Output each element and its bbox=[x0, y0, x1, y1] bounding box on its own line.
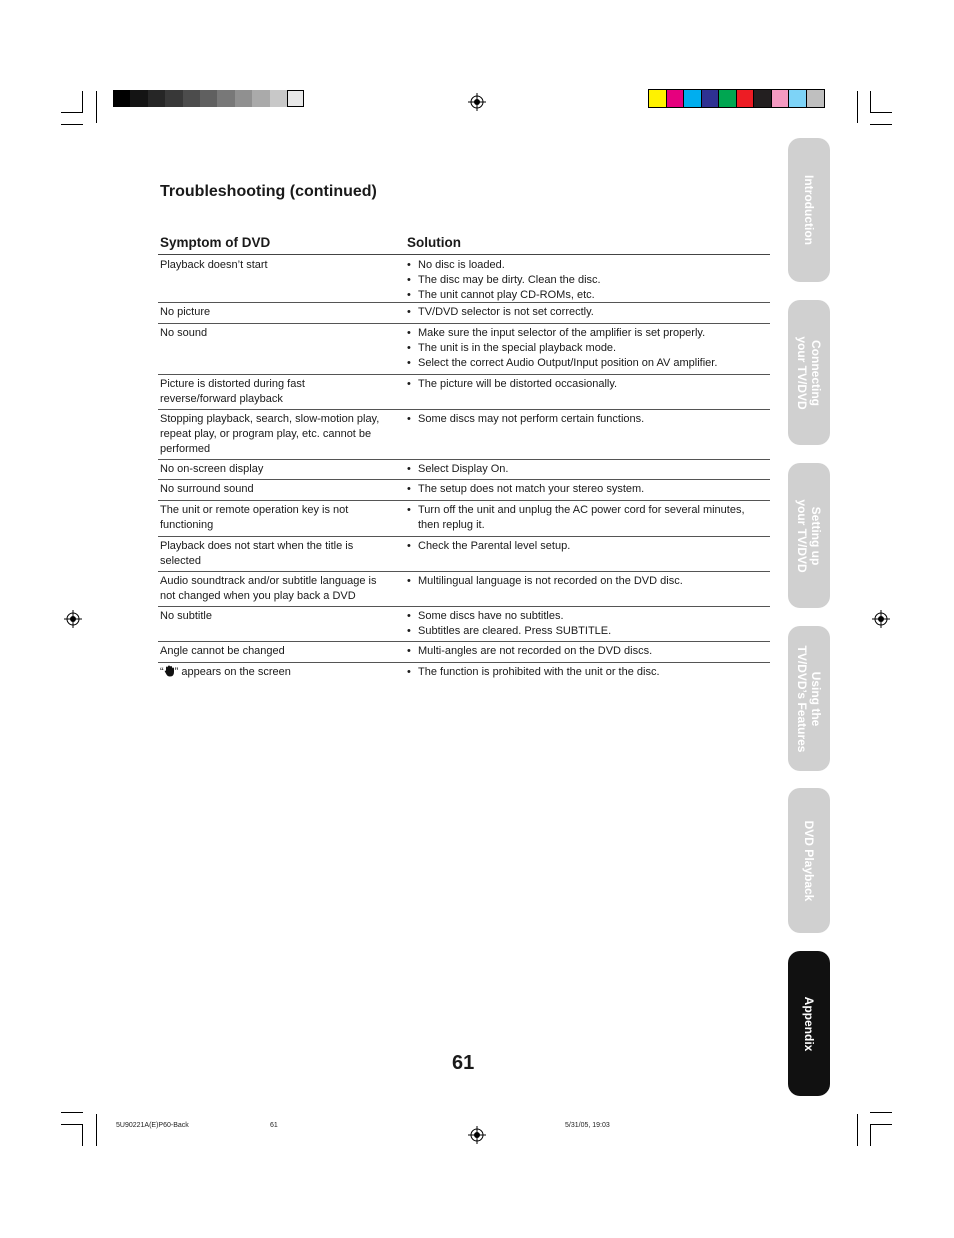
side-tab-label: Setting up your TV/DVD bbox=[795, 498, 823, 573]
symptom-cell: Stopping playback, search, slow-motion play, repeat play, or program play, etc. cannot be performed bbox=[160, 413, 380, 455]
crop-mark bbox=[61, 1112, 83, 1113]
solution-item: • TV/DVD selector is not set correctly. bbox=[407, 305, 757, 320]
symptom-cell: No on-screen display bbox=[160, 463, 264, 475]
gray-swatch bbox=[165, 90, 182, 107]
solution-item: • The unit is in the special playback mode. bbox=[407, 341, 757, 356]
color-swatch bbox=[667, 90, 685, 107]
gray-swatch bbox=[200, 90, 217, 107]
side-tab-dvd-playback[interactable] bbox=[788, 788, 830, 933]
crop-mark bbox=[857, 91, 858, 123]
symptom-cell: No picture bbox=[160, 306, 211, 318]
crop-mark bbox=[870, 112, 892, 113]
solution-item: • Make sure the input selector of the amplifier is set properly. bbox=[407, 326, 757, 341]
symptom-cell: The unit or remote operation key is not functioning bbox=[160, 504, 349, 531]
solution-item: • Select the correct Audio Output/Input position on AV amplifier. bbox=[407, 356, 757, 371]
crop-mark bbox=[61, 112, 83, 113]
color-swatch bbox=[702, 90, 720, 107]
crop-mark bbox=[857, 1114, 858, 1146]
registration-mark-icon bbox=[468, 93, 486, 111]
solution-cell bbox=[407, 609, 757, 639]
solution-column-header: Solution bbox=[407, 235, 461, 250]
solution-cell bbox=[407, 305, 757, 320]
table-row bbox=[158, 572, 770, 607]
table-row bbox=[158, 501, 770, 537]
symptom-cell bbox=[160, 665, 380, 680]
page-number: 61 bbox=[452, 1052, 475, 1074]
side-tab-setting-up-your-tv-dvd[interactable] bbox=[788, 463, 830, 608]
crop-mark bbox=[82, 91, 83, 113]
crop-mark bbox=[870, 1124, 892, 1125]
color-swatch bbox=[754, 90, 772, 107]
table-row bbox=[158, 642, 770, 663]
crop-mark bbox=[96, 91, 97, 123]
side-tab-label: Appendix bbox=[802, 996, 816, 1051]
gray-swatch bbox=[130, 90, 147, 107]
solution-item: • The function is prohibited with the unit or the disc. bbox=[407, 665, 757, 680]
side-tab-label: Using the TV/DVD’s Features bbox=[795, 645, 823, 752]
footer-date: 5/31/05, 19:03 bbox=[565, 1122, 610, 1129]
solution-item: • The setup does not match your stereo system. bbox=[407, 482, 757, 497]
side-tab-label: Introduction bbox=[802, 175, 816, 245]
color-swatch bbox=[737, 90, 755, 107]
crop-mark bbox=[61, 1124, 83, 1125]
symptom-cell: Playback doesn’t start bbox=[160, 259, 268, 271]
gray-swatch bbox=[270, 90, 287, 107]
color-swatch bbox=[807, 90, 825, 107]
symptom-cell: No sound bbox=[160, 327, 208, 339]
solution-item: • Some discs have no subtitles. bbox=[407, 609, 757, 624]
solution-cell bbox=[407, 482, 757, 497]
color-swatch bbox=[684, 90, 702, 107]
side-tab-using-the-tv-dvd-s-features[interactable] bbox=[788, 626, 830, 771]
crop-mark bbox=[82, 1124, 83, 1146]
color-swatch bbox=[719, 90, 737, 107]
solution-cell bbox=[407, 665, 757, 680]
solution-cell bbox=[407, 503, 757, 533]
symptom-text: ” appears on the screen bbox=[174, 666, 291, 678]
solution-cell bbox=[407, 462, 757, 477]
table-row bbox=[158, 480, 770, 501]
crop-mark bbox=[870, 124, 892, 125]
footer-page: 61 bbox=[270, 1122, 278, 1129]
table-row bbox=[158, 303, 770, 324]
table-row bbox=[158, 607, 770, 642]
solution-item: • Multi-angles are not recorded on the DVD discs. bbox=[407, 644, 757, 659]
symptom-cell: Angle cannot be changed bbox=[160, 645, 285, 657]
symptom-cell: No subtitle bbox=[160, 610, 212, 622]
side-tab-introduction[interactable] bbox=[788, 138, 830, 282]
table-row bbox=[158, 375, 770, 410]
solution-cell bbox=[407, 539, 757, 554]
symptom-text: “ bbox=[160, 666, 164, 678]
gray-swatch bbox=[113, 90, 130, 107]
symptom-cell: No surround sound bbox=[160, 483, 254, 495]
table-row bbox=[158, 663, 770, 685]
color-swatch bbox=[789, 90, 807, 107]
solution-item: • The disc may be dirty. Clean the disc. bbox=[407, 273, 757, 288]
table-row bbox=[158, 256, 770, 303]
solution-cell bbox=[407, 412, 757, 427]
crop-mark bbox=[870, 91, 871, 113]
gray-swatch bbox=[148, 90, 165, 107]
gray-swatch bbox=[252, 90, 269, 107]
solution-cell bbox=[407, 258, 757, 303]
section-title: Troubleshooting (continued) bbox=[160, 183, 377, 200]
solution-item: • Subtitles are cleared. Press SUBTITLE. bbox=[407, 624, 757, 639]
solution-cell bbox=[407, 644, 757, 659]
solution-item: • No disc is loaded. bbox=[407, 258, 757, 273]
color-swatch bbox=[649, 90, 667, 107]
side-tab-appendix[interactable] bbox=[788, 951, 830, 1096]
registration-mark-icon bbox=[64, 610, 82, 628]
prohibited-hand-icon bbox=[164, 665, 175, 677]
table-row bbox=[158, 324, 770, 375]
solution-item: • Multilingual language is not recorded on the DVD disc. bbox=[407, 574, 757, 589]
table-row bbox=[158, 537, 770, 572]
solution-item: • The picture will be distorted occasionally. bbox=[407, 377, 757, 392]
gray-swatch bbox=[287, 90, 304, 107]
symptom-column-header: Symptom of DVD bbox=[160, 235, 271, 250]
gray-swatch bbox=[217, 90, 234, 107]
color-swatch bbox=[772, 90, 790, 107]
side-tab-label: DVD Playback bbox=[802, 820, 816, 901]
solution-item: • Turn off the unit and unplug the AC power cord for several minutes, then replug it. bbox=[407, 503, 757, 533]
footer-file-name: 5U90221A(E)P60-Back bbox=[116, 1122, 189, 1129]
solution-item: • Check the Parental level setup. bbox=[407, 539, 757, 554]
registration-mark-icon bbox=[468, 1126, 486, 1144]
gray-swatch bbox=[183, 90, 200, 107]
solution-cell bbox=[407, 326, 757, 371]
solution-cell bbox=[407, 377, 757, 392]
solution-item: • Select Display On. bbox=[407, 462, 757, 477]
symptom-cell: Picture is distorted during fast reverse/forward playback bbox=[160, 378, 305, 405]
registration-mark-icon bbox=[872, 610, 890, 628]
side-tab-connecting-your-tv-dvd[interactable] bbox=[788, 300, 830, 445]
gray-swatch bbox=[235, 90, 252, 107]
solution-cell bbox=[407, 574, 757, 589]
side-tab-label: Connecting your TV/DVD bbox=[795, 335, 823, 410]
crop-mark bbox=[870, 1124, 871, 1146]
crop-mark bbox=[870, 1112, 892, 1113]
table-row bbox=[158, 410, 770, 460]
symptom-cell: Playback does not start when the title is selected bbox=[160, 540, 354, 567]
crop-mark bbox=[61, 124, 83, 125]
solution-item: • The unit cannot play CD-ROMs, etc. bbox=[407, 288, 757, 303]
header-divider bbox=[158, 254, 770, 255]
crop-mark bbox=[96, 1114, 97, 1146]
table-row bbox=[158, 460, 770, 480]
solution-item: • Some discs may not perform certain functions. bbox=[407, 412, 757, 427]
symptom-cell: Audio soundtrack and/or subtitle language is not changed when you play back a DVD bbox=[160, 575, 377, 602]
